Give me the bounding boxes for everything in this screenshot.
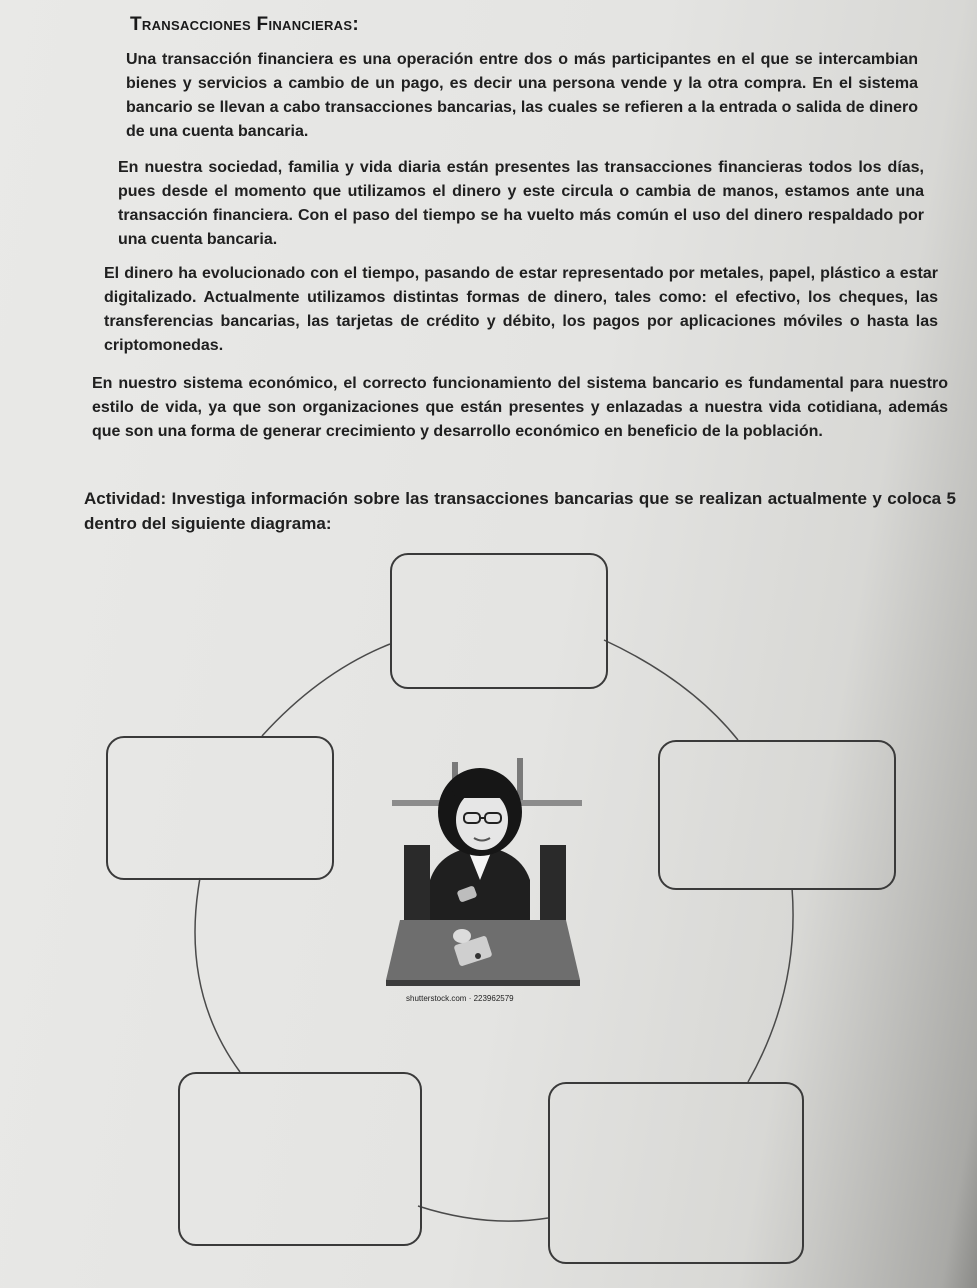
answer-box-2[interactable] (106, 736, 334, 880)
image-credit: shutterstock.com · 223962579 (406, 994, 514, 1003)
paragraph-definition: Una transacción financiera es una operación entre dos o más participantes en el que se intercambian bienes y servicios a cambio de un pago, es decir una persona vende y la otra compra. En el sistema bancario se llevan a cabo transacciones bancarias, las cuales se refieren a la entrada o salida de dinero de una cuenta bancaria. (126, 51, 918, 140)
paragraph-banking-system: En nuestro sistema económico, el correcto funcionamiento del sistema bancario es fundamental para nuestro estilo de vida, ya que son organizaciones que están presentes y enlazadas a nuestra vida cotidiana, además que son una forma de generar crecimiento y desarrollo económico en beneficio de la población. (92, 375, 948, 440)
page-title: Transacciones Financieras: (130, 14, 359, 35)
paragraph-daily-life: En nuestra sociedad, familia y vida diaria están presentes las transacciones financieras todos los días, pues desde el momento que utilizamos el dinero y este circula o cambia de manos, estamos ante una transacción financiera. Con el paso del tiempo se ha vuelto más común el uso del dinero respaldado por una cuenta bancaria. (118, 159, 924, 248)
bank-teller-icon (386, 758, 582, 986)
answer-box-5[interactable] (548, 1082, 804, 1264)
answer-box-4[interactable] (178, 1072, 422, 1246)
activity-instructions: Actividad: Investiga información sobre las transacciones bancarias que se realizan actualmente y coloca 5 dentro del siguiente diagrama: (84, 489, 956, 533)
answer-box-3[interactable] (658, 740, 896, 890)
answer-box-1[interactable] (390, 553, 608, 689)
paragraph-money-evolution: El dinero ha evolucionado con el tiempo, pasando de estar representado por metales, papel, plástico a estar digitalizado. Actualmente utilizamos distintas formas de dinero, tales como: el efectivo, los cheques, las transferencias bancarias, las tarjetas de crédito y débito, los pagos por aplicaciones móviles o hasta las criptomonedas. (104, 265, 938, 354)
